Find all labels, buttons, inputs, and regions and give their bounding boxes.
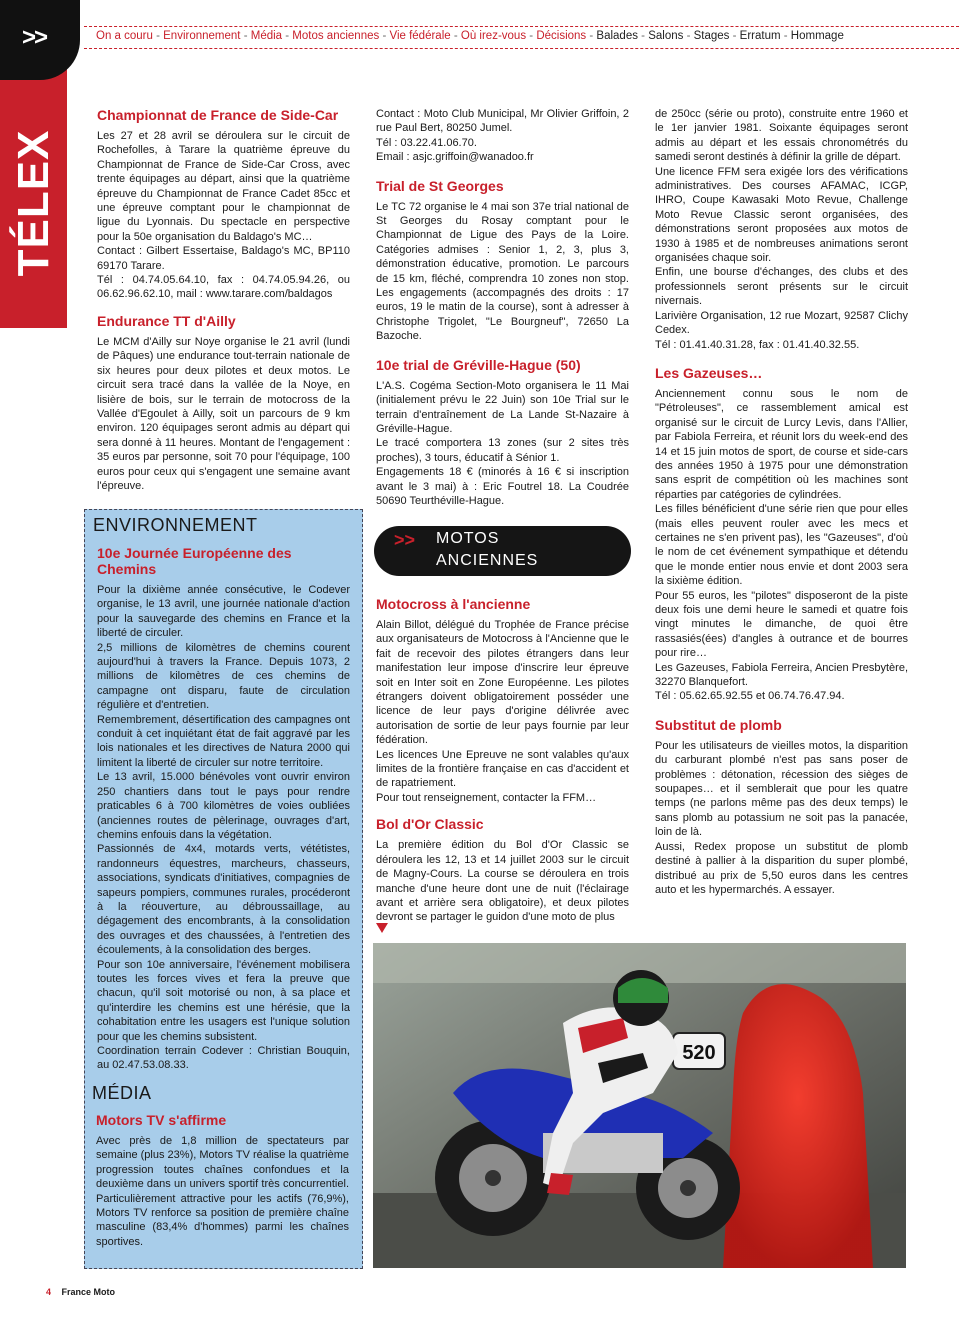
environnement-content	[97, 545, 350, 1073]
nav-separator: -	[637, 30, 649, 42]
nav-separator: -	[780, 30, 791, 42]
article-body-motorstv: Avec près de 1,8 million de spectateurs par semaine (plus 23%), Motors TV réalise la quatrième progression toutes chaînes confondues et la deuxième dans un univers sportif très concurrentiel. Particulièrement attractive pour les actifs (76,9%), Motors TV renforce sa position de première chaîne masculine (83,4% d'hommes) parmi les chaînes sportives.	[96, 1135, 349, 1248]
media-content	[96, 1112, 349, 1249]
article-title-motorstv: Motors TV s'affirme	[96, 1112, 227, 1128]
article-body-endurance: Le MCM d'Ailly sur Noye organise le 21 avril (lundi de Pâques) une endurance tout-terrain nationale de six heures pour deux pilotes et deux motos. Le circuit sera tracé dans la vallée de la Noye, en lisière de bois, sur le terrain de motocross de la Vallée d'Egoulet à Ailly, soit un parcours de 9 km environ. 120 équipages seront admis au départ qui sera donné à 11 heures. Montant de l'engagement : 35 euros par personne, soit 70 pour l'équipage, 100 euros pour ceux qui s'engagent une semaine avant l'épreuve.	[97, 335, 350, 492]
article-body-plomb	[655, 739, 908, 897]
section-title-environnement-text: ENVIRONNEMENT	[93, 515, 258, 535]
article-title-motocross: Motocross à l'ancienne	[376, 596, 531, 612]
moto-club-paragraph: Email : asjc.griffoin@wanadoo.fr	[376, 151, 534, 164]
race-number: 520	[682, 1042, 716, 1064]
article-title-plomb: Substitut de plomb	[655, 716, 782, 733]
nav-item-10[interactable]: Erratum	[739, 30, 781, 42]
nav-item-0[interactable]: On a couru	[96, 30, 153, 42]
article-body-boldor-continued	[655, 107, 908, 352]
nav-separator: -	[729, 30, 740, 42]
article-title-gazeuses: Les Gazeuses…	[655, 364, 763, 381]
nav-item-3[interactable]: Motos anciennes	[292, 30, 380, 42]
article-body-chemins	[97, 583, 350, 1073]
gazeuses-paragraph: Pour 55 euros, les "pilotes" disposeront de la piste deux fois une demi heure le samedi et quatre fois vingt minutes le dimanche, de quoi être rassasiés(ées) d'angles à outrance et de bourres pour rire…	[655, 589, 908, 660]
article-title-greville: 10e trial de Gréville-Hague (50)	[376, 356, 581, 373]
article-contact-sidecar: Contact : Gilbert Essertaise, Baldago's MC, BP110 69170 Tarare.	[97, 245, 350, 272]
banner-line-2: ANCIENNES	[436, 552, 539, 569]
article-body-sidecar: Les 27 et 28 avril se déroulera sur le circuit de Rochefolles, à Tarare la quatrième épreuve du Championnat de France de Side-Car Cross, avec trente équipages au départ, ainsi que la quatrième épreuve du Championnat de France Cadet 85cc et une épreuve comptant pour le championnat de ligue du Lyonnais. Du spectacle en perspective pour la 50e organisation du Baldago's MC…	[97, 130, 350, 243]
chemins-paragraph: Passionnés de 4x4, motards verts, vététistes, randonneurs équestres, marcheurs, chasseurs, associations, syndicats d'initiatives, compagnies de sapeurs pompiers, communes rurales, procéderont à la réouverture, au débroussaillage, au dégagement des encombrants, à la consolidation des ouvrages et des chaussées, à l'entretien des écoulements, à la consolidation des berges.	[97, 843, 350, 957]
nav-separator: -	[683, 30, 694, 42]
article-title-endurance: Endurance TT d'Ailly	[97, 312, 236, 329]
nav-item-5[interactable]: Où irez-vous	[460, 30, 527, 42]
nav-separator: -	[282, 30, 293, 42]
boldor-paragraph: Une licence FFM sera exigée lors des vérifications administratives. Des courses AFAMAC, ICGP, IHRO, Coupe Kawasaki Moto Revue, Challenge Moto Revue Classic seront organisées, des démonstrations seront proposées aux motos de 1930 à 1985 et de nombreuses animations seront organisées chaque soir.	[655, 165, 908, 265]
gazeuses-paragraph: Anciennement connu sous le nom de "Pétroleuses", ce rassemblement amical est organisé sur le circuit de Lurcy Levis, dans l'Allier, par Fabiola Ferreira, et réunit lors du week-end des 14 et 15 juin motos de sport, de course et side-cars des années 1950 à 1975 pour une démonstration sans esprit de compétition où les machines sont réparties par catégories de cylindrées.	[655, 387, 908, 501]
continue-arrow-icon	[376, 923, 388, 933]
double-chevron-icon: >>	[22, 24, 47, 51]
top-rule	[84, 26, 959, 27]
nav-separator: -	[152, 30, 164, 42]
motocross-paragraph: Pour tout renseignement, contacter la FFM…	[376, 791, 597, 804]
column-2	[376, 107, 629, 508]
greville-paragraph: L'A.S. Cogéma Section-Moto organisera le 11 Mai (initialement prévu le 22 Juin) son 10e Trial sur le terrain d'entraînement de La Lande St-Nazaire à Gréville-Hague.	[376, 379, 629, 435]
article-body-motocross	[376, 618, 629, 805]
plomb-paragraph: Pour les utilisateurs de vieilles motos, la disparition du carburant plombé n'est pas sans poser de problèmes : détonation, récession des sièges de soupapes… et il semblerait que pour les quatre temps (ne parlons même pas des deux temps) le sans plomb au potassium ne soit pas la panacée, loin de là.	[655, 739, 908, 839]
telex-label: TÉLEX	[9, 129, 58, 277]
chemins-paragraph: Remembrement, désertification des campagnes ont conduit à cet inquiétant état de fait aggravé par les lois nationales et les directives de Natura 2000 qui limitent la liberté de circuler sur notre territoire.	[97, 713, 350, 769]
nav-item-6[interactable]: Décisions	[536, 30, 587, 42]
double-chevron-icon: >>	[394, 530, 416, 550]
chemins-paragraph: Coordination terrain Codever : Christian Bouquin, au 02.47.53.08.33.	[97, 1045, 350, 1072]
article-title-stgeorges: Trial de St Georges	[376, 177, 504, 194]
top-rule-bottom	[84, 48, 959, 49]
nav-item-9[interactable]: Stages	[693, 30, 730, 42]
article-title-boldor: Bol d'Or Classic	[376, 816, 484, 833]
gazeuses-paragraph: Tél : 05.62.65.92.55 et 06.74.76.47.94.	[655, 690, 845, 703]
section-title-environnement	[93, 515, 258, 536]
column-2-lower	[376, 596, 629, 925]
chemins-paragraph: 2,5 millions de kilomètres de chemins courent aujourd'hui à travers la France. Depuis 1073, 2 millions de kilomètres de ces chemins de campagne ont disparu, faute de circulation régulière et d'entretien.	[97, 641, 350, 712]
page-footer	[46, 1287, 115, 1297]
vintage-race-photo	[373, 943, 906, 1268]
chemins-paragraph: Pour la dixième année consécutive, le Codever organise, le 13 avril, une journée nationale d'action pour la sauvegarde des chemins en France et la liberté de circuler.	[97, 584, 350, 640]
boldor-paragraph: Larivière Organisation, 12 rue Mozart, 92587 Clichy Cedex.	[655, 309, 908, 337]
column-3	[655, 107, 908, 897]
article-tel-sidecar: Tél : 04.74.05.64.10, fax : 04.74.05.94.26, ou 06.62.96.62.10, mail : www.tarare.com/baldagos	[97, 274, 350, 301]
magazine-name: France Moto	[61, 1287, 116, 1297]
motos-anciennes-banner	[374, 526, 631, 576]
article-title-sidecar: Championnat de France de Side-Car	[97, 107, 339, 123]
nav-separator: -	[586, 30, 597, 42]
article-body-gazeuses	[655, 387, 908, 704]
greville-paragraph: Le tracé comportera 13 zones (sur 2 sites très proches), 3 tours, éducatif à Sénior 1.	[376, 437, 629, 464]
motocross-paragraph: Les licences Une Epreuve ne sont valables qu'aux limites de la frontière française en cas d'accident et de rapatriement.	[376, 748, 629, 790]
gazeuses-paragraph: Les Gazeuses, Fabiola Ferreira, Ancien Presbytère, 32270 Blanquefort.	[655, 661, 908, 689]
nav-separator: -	[240, 30, 251, 42]
column-1	[97, 107, 350, 493]
nav-item-7[interactable]: Balades	[596, 30, 638, 42]
moto-club-contact	[376, 107, 629, 165]
chemins-paragraph: Le 13 avril, 15.000 bénévoles vont ouvrir environ 250 chantiers dans tout le pays pour rendre praticables 6 à 700 kilomètres de voies oubliées (anciennes routes de pèlerinage, ouvrages d'art, chemins enfouis dans la végétation.	[97, 771, 350, 841]
section-badge	[0, 0, 80, 80]
article-body-greville	[376, 379, 629, 509]
banner-line-1: MOTOS	[436, 530, 500, 547]
boldor-paragraph: Enfin, une bourse d'échanges, des clubs et des professionnels seront présents sur le circuit nivernais.	[655, 266, 908, 308]
nav-item-1[interactable]: Environnement	[163, 30, 241, 42]
nav-item-8[interactable]: Salons	[648, 30, 684, 42]
nav-item-2[interactable]: Média	[250, 30, 283, 42]
section-title-media-text: MÉDIA	[92, 1083, 152, 1103]
moto-club-paragraph: Contact : Moto Club Municipal, Mr Olivier Griffoin, 2 rue Paul Bert, 80250 Jumel.	[376, 108, 629, 135]
greville-paragraph: Engagements 18 € (minorés à 16 € si inscription avant le 3 mai) à : Eric Foutrel 18. La Coudrée 50690 Teurthéville-Hague.	[376, 466, 629, 507]
page-number: 4	[46, 1287, 52, 1297]
motorcycle-photo-illustration	[373, 943, 906, 1268]
nav-item-4[interactable]: Vie fédérale	[389, 30, 451, 42]
plomb-paragraph: Aussi, Redex propose un substitut de plomb destiné à pallier à la disparition du super plombé, distribué au prix de 5,50 euros dans les centres auto et les hypermarchés. A essayer.	[655, 840, 908, 896]
boldor-paragraph: de 250cc (série ou proto), construite entre 1960 et le 1er janvier 1981. Soixante équipages seront admis au départ et les essais chronométrés du samedi seront destinés à définir la grille de départ.	[655, 108, 908, 164]
section-title-media	[92, 1083, 152, 1104]
telex-label-box	[8, 118, 60, 288]
nav-separator: -	[450, 30, 461, 42]
section-nav	[96, 30, 955, 42]
article-body-stgeorges: Le TC 72 organise le 4 mai son 37e trial national de St Georges du Rosay comptant pour le Championnat de Ligue des Pays de la Loire. Catégories admises : Senior 1, 2, 3, plus 3, démonstration éducative, promotion. Le parcours de 15 km, fléché, comprendra 10 zones non stop. Les engagements (accompagnés des droits : 17 euros, 19 le matin de la course), sont à adresser à Christophe Trigolet, "Le Bourgneuf", 72650 La Bazoche.	[376, 200, 629, 343]
article-title-chemins: 10e Journée Européenne des Chemins	[97, 545, 292, 577]
moto-club-paragraph: Tél : 03.22.41.06.70.	[376, 136, 477, 149]
nav-item-11[interactable]: Hommage	[790, 30, 844, 42]
boldor-paragraph: Tél : 01.41.40.31.28, fax : 01.41.40.32.55.	[655, 338, 860, 351]
chemins-paragraph: Pour son 10e anniversaire, l'événement mobilisera toutes les forces vives et fera la preuve que chacun, qu'il soit motorisé ou non, à sa place et qu'interdire les chemins est une hérésie, que la cohabitation entre les usagers est l'unique solution pour que les chemins subsistent.	[97, 958, 350, 1043]
motocross-paragraph: Alain Billot, délégué du Trophée de France précise aux organisateurs de Motocross à l'Ancienne que le fait de recevoir des pilotes étrangers dans leur manifestation leur impose d'inscrire leur épreuve soit en Inter soit en Zone Européenne. Les pilotes étrangers doivent obligatoirement posséder une licence de leur pays d'origine délivrée avec autorisation de sortie de leur pays fournie par leur fédération.	[376, 619, 629, 747]
article-body-boldor: La première édition du Bol d'Or Classic se déroulera les 12, 13 et 14 juillet 2003 sur le circuit de Magny-Cours. La course se déroulera en trois manche d'une heure dont une de nuit (l'éclairage avant et arrière sera obligatoire), et deux pilotes devront se partager le guidon d'une moto de plus	[376, 839, 629, 924]
nav-separator: -	[379, 30, 390, 42]
gazeuses-paragraph: Les filles bénéficient d'une série rien que pour elles (mais elles peuvent rouler avec les mecs et certaines ne s'en privent pas), les "Gazeuses", d'où le nom de cet événement sympathique et détendu que le monde entier nous envie et dont 2003 sera la sixième édition.	[655, 503, 908, 588]
nav-separator: -	[526, 30, 537, 42]
